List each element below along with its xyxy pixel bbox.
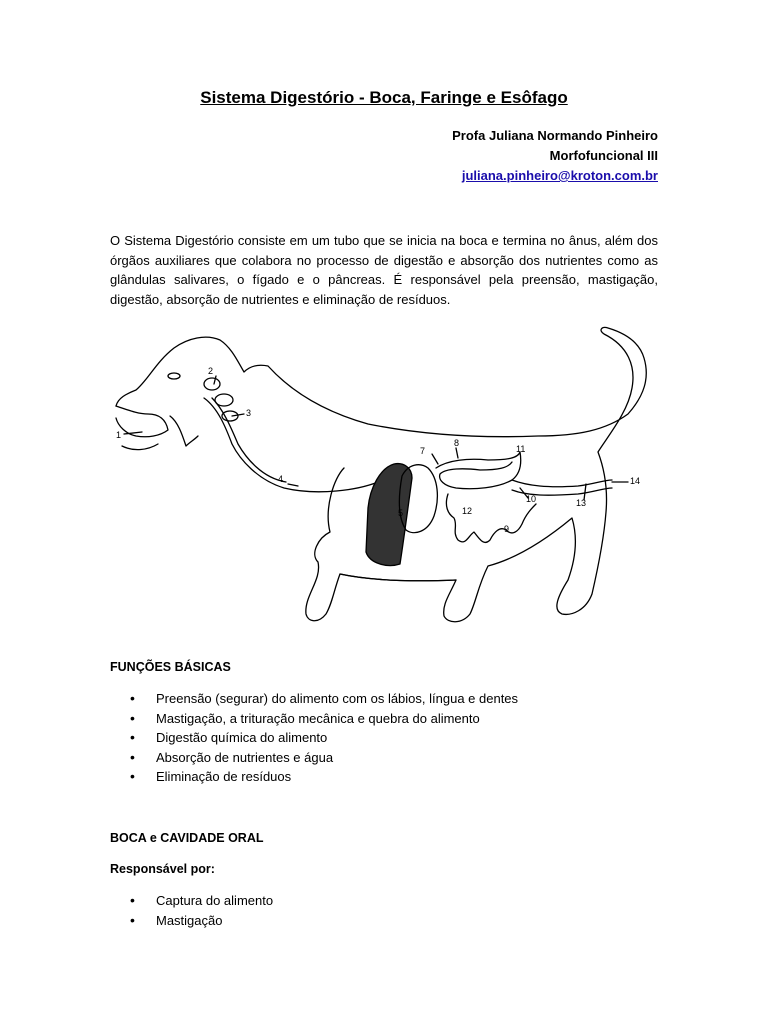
label-1: 1 [116, 430, 122, 440]
intro-paragraph: O Sistema Digestório consiste em um tubo que se inicia na boca e termina no ânus, além dos órgãos auxiliares que colabora no processo de digestão e absorção dos nutrientes como as glândulas salivares, o fígado e o pâncreas. É responsável pela preensão, mastigação, digestão, absorção de nutrientes e eliminação de resíduos. [110, 233, 658, 307]
label-9: 9 [504, 524, 510, 534]
label-3: 3 [246, 408, 252, 418]
label-11: 11 [516, 444, 526, 454]
intestine-loop [436, 452, 521, 489]
list-item: • Mastigação [110, 911, 273, 931]
functions-heading: FUNÇÕES BÁSICAS [110, 660, 231, 674]
mouth-subheading: Responsável por: [110, 862, 215, 876]
label-2: 2 [208, 366, 214, 376]
author-block [452, 126, 658, 186]
list-item: • Mastigação, a trituração mecânica e quebra do alimento [110, 709, 518, 729]
list-item: • Captura do alimento [110, 891, 273, 911]
label-10: 10 [526, 494, 537, 504]
label-12: 12 [462, 506, 473, 516]
list-item: • Eliminação de resíduos [110, 767, 518, 787]
label-8: 8 [454, 438, 460, 448]
label-7: 7 [420, 446, 426, 456]
author-email-link[interactable]: juliana.pinheiro@kroton.com.br [461, 168, 658, 183]
label-5: 5 [398, 508, 404, 518]
author-name: Profa Juliana Normando Pinheiro [452, 128, 658, 143]
course-name: Morfofuncional III [549, 148, 658, 163]
label-14: 14 [630, 476, 641, 486]
list-item: • Digestão química do alimento [110, 728, 518, 748]
mouth-heading: BOCA e CAVIDADE ORAL [110, 831, 264, 845]
label-13: 13 [576, 498, 587, 508]
list-item: • Absorção de nutrientes e água [110, 748, 518, 768]
liver-shape [366, 464, 412, 566]
label-4: 4 [278, 474, 284, 484]
dog-digestive-diagram [108, 318, 660, 626]
page-title: Sistema Digestório - Boca, Faringe e Esôfago [200, 88, 568, 107]
mouth-list [110, 891, 273, 930]
list-item: • Preensão (segurar) do alimento com os lábios, língua e dentes [110, 689, 518, 709]
functions-list [110, 689, 518, 787]
